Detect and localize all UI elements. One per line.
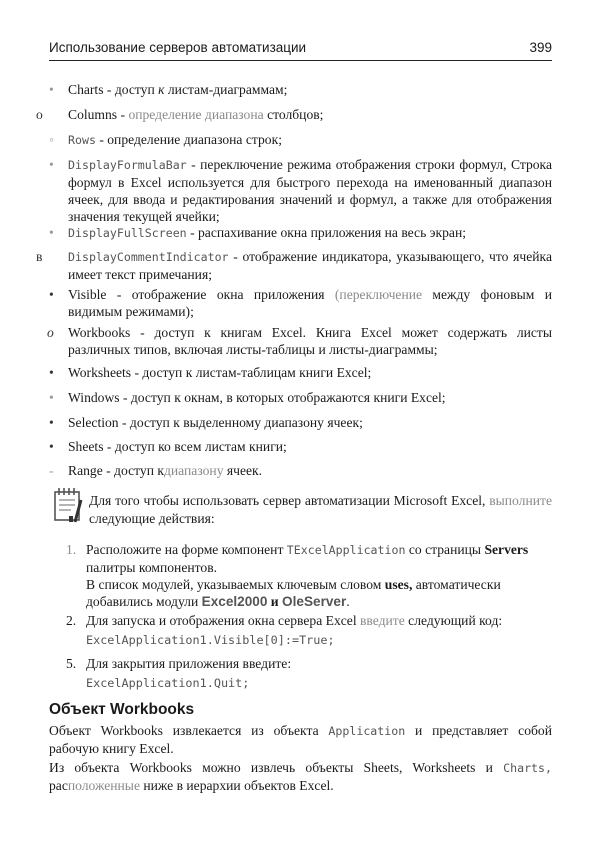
list-item: [49, 286, 552, 320]
list-item: [49, 131, 552, 149]
bullet: в: [36, 249, 43, 264]
bullet: •: [49, 415, 54, 430]
step-5: [66, 655, 552, 692]
notepad-icon: [53, 486, 83, 524]
step-text: следующий код:: [404, 613, 503, 628]
note-text-part: выполните: [489, 493, 552, 508]
term: Columns: [68, 107, 118, 122]
paragraph: [49, 759, 552, 795]
desc: диапазону: [163, 463, 224, 478]
desc: - переключение режима отображения строки формул, Строка формул в Excel используется для быстрого перехода на именованный диапазон ячеек, для ввода и редактирования значений и формул, а также для отображения значения текущей ячейки;: [68, 157, 552, 224]
desc: между фоновым и видимым режимами);: [68, 287, 552, 319]
header-rule: [49, 60, 552, 61]
list-item: [47, 324, 552, 358]
desc: к: [157, 463, 164, 478]
term: Rows: [68, 133, 96, 147]
step-number: 2.: [66, 613, 77, 628]
list-item: [49, 389, 552, 406]
bullet: •: [49, 225, 54, 240]
desc: - доступ: [103, 82, 159, 97]
step-text: автоматически добавились модули: [86, 577, 501, 609]
step-text: введите: [360, 613, 405, 628]
step-text: uses,: [384, 577, 413, 592]
desc: Range - доступ: [68, 463, 158, 478]
desc: - отображение окна приложения: [106, 287, 335, 302]
list-item: [49, 364, 552, 381]
step-text: Servers: [484, 542, 529, 557]
desc: определение диапазона: [128, 107, 264, 122]
note-text-part: следующие действия:: [89, 511, 215, 526]
header-title: Использование серверов автоматизации: [49, 40, 307, 55]
bullet: •: [49, 82, 54, 97]
bullet: •: [49, 157, 54, 172]
desc: Selection - доступ к выделенному диапазону ячеек;: [68, 415, 363, 430]
list-item: [49, 438, 552, 455]
module-name: OleServer: [282, 594, 347, 609]
step-text: со страницы: [405, 542, 485, 557]
desc: столбцов;: [263, 107, 324, 122]
paragraph-text: Объект Workbooks извлекается из объекта: [49, 723, 329, 738]
code-line: ExcelApplication1.Visible[0]:=True;: [86, 633, 335, 647]
list-item: [36, 248, 552, 283]
code-line: ExcelApplication1.Quit;: [86, 676, 250, 690]
step-1: [66, 541, 552, 610]
desc: Worksheets - доступ к листам-таблицам книги Excel;: [68, 365, 372, 380]
list-item: [49, 224, 552, 242]
term: Visible: [68, 287, 107, 302]
term: DisplayFullScreen: [68, 226, 187, 240]
bullet: о: [47, 325, 54, 340]
component-name: TExcelApplication: [286, 543, 406, 557]
bullet: •: [49, 365, 54, 380]
step-number: 5.: [66, 656, 77, 671]
desc: -: [117, 107, 129, 122]
step-text: В список модулей, указываемых ключевым словом: [86, 577, 385, 592]
object-name: Charts,: [503, 761, 552, 775]
step-text: Для запуска и отображения окна сервера Excel: [86, 613, 360, 628]
desc: Workbooks - доступ к книгам Excel. Книга Excel может содержать листы различных типов, включая листы-таблицы и листы-диаграммы;: [68, 325, 552, 357]
step-text: .: [346, 594, 350, 609]
desc: Windows - доступ к окнам, в которых отображаются книги Excel;: [68, 390, 446, 405]
step-text: Для закрытия приложения введите:: [86, 656, 292, 671]
page-number: 399: [529, 40, 552, 55]
desc: - определение диапазона строк;: [95, 132, 282, 147]
object-name: Application: [328, 724, 406, 738]
step-2: [66, 612, 552, 649]
step-text: палитры компонентов.: [86, 560, 218, 575]
note-text-part: Для того чтобы использовать сервер автоматизации Microsoft Excel,: [89, 493, 490, 508]
term: DisplayCommentIndicator: [68, 250, 229, 264]
list-item: [49, 81, 552, 98]
list-item: [49, 462, 552, 479]
paragraph-text: ниже в иерархии объектов Excel.: [139, 778, 334, 793]
step-number: 1.: [66, 542, 77, 557]
bullet: ◦: [49, 132, 54, 147]
desc: (переключение: [334, 287, 423, 302]
desc: - распахивание окна приложения на весь экран;: [186, 225, 467, 240]
step-text: и: [267, 594, 283, 609]
bullet: -: [49, 463, 54, 478]
paragraph-text: рас: [49, 778, 68, 793]
list-item: [36, 106, 552, 123]
paragraph-text: Из объекта Workbooks можно извлечь объекты Sheets, Worksheets и: [49, 760, 504, 775]
bullet: •: [49, 439, 54, 454]
list-item: [49, 156, 552, 225]
desc: ячеек.: [223, 463, 263, 478]
desc: листам-диаграммам;: [164, 82, 288, 97]
running-header: [49, 40, 552, 55]
note-text: [89, 492, 552, 528]
module-name: Excel2000: [201, 594, 268, 609]
list-item: [49, 414, 552, 431]
paragraph-text: и представляет собой рабочую книгу Excel.: [49, 723, 552, 756]
paragraph-text: положенные: [67, 778, 140, 793]
paragraph: [49, 722, 552, 758]
bullet: •: [49, 287, 54, 302]
term: Charts: [68, 82, 104, 97]
desc: - отображение индикатора, указывающего, что ячейка имеет текст примечания;: [68, 249, 552, 282]
desc: Sheets - доступ ко всем листам книги;: [68, 439, 287, 454]
step-text: Расположите на форме компонент: [86, 542, 287, 557]
section-heading: Объект Workbooks: [49, 701, 195, 718]
bullet: •: [49, 390, 54, 405]
term: DisplayFormulaBar: [68, 158, 187, 172]
bullet: o: [36, 107, 43, 122]
desc: к: [158, 82, 165, 97]
